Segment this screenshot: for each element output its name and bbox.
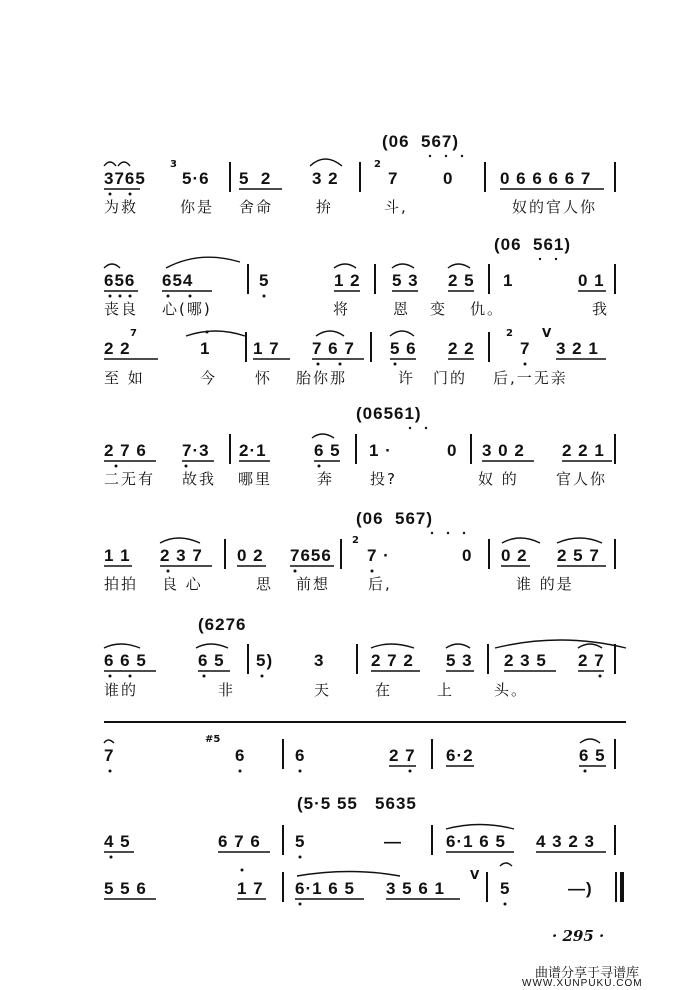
bar-line: [614, 162, 616, 192]
notes: 654: [162, 271, 194, 290]
watermark-text: 曲谱分享于寻谱库: [535, 966, 640, 981]
notes: 5 3: [446, 651, 473, 670]
bar-line: [247, 264, 249, 294]
notes: 1: [503, 271, 514, 290]
bar-line: [614, 264, 616, 294]
notes: 1 2: [334, 271, 361, 290]
notes: 4 3 2 3: [536, 832, 595, 851]
notes: 2 5: [448, 271, 475, 290]
lyric: 奴的官人你: [512, 198, 598, 216]
lyric: 你是: [180, 198, 215, 216]
notes: 0: [462, 546, 473, 565]
intro-phrase: (06 567): [356, 509, 434, 528]
bar-line: [340, 539, 342, 569]
notes: 0 1: [578, 271, 605, 290]
grace-note: #5: [205, 734, 221, 745]
notes: 2 2 1: [562, 441, 605, 460]
notes: 7: [520, 339, 531, 358]
notes: 2 7 6: [104, 441, 147, 460]
notes: 3 5 6 1: [386, 879, 445, 898]
notes: 3 0 2: [482, 441, 525, 460]
notes: 2 7: [578, 651, 605, 670]
notes: 0 2: [237, 546, 264, 565]
bar-line: [245, 332, 247, 362]
intro-phrase: (5·5 55 5635: [297, 794, 417, 813]
notes: 5 5 6: [104, 879, 147, 898]
breath-mark: V: [470, 868, 480, 882]
notes: 3765: [104, 169, 146, 188]
intro-phrase: (6276: [198, 615, 247, 634]
bar-line: [282, 872, 284, 902]
grace-note: 3: [170, 159, 177, 170]
bar-line: [431, 825, 433, 855]
lyric: 上: [437, 681, 455, 699]
lyric: 胎你那: [296, 369, 348, 387]
notes: 5 2: [239, 169, 272, 188]
bar-line: [488, 332, 490, 362]
bar-line: [614, 644, 616, 674]
notes: 4 5: [104, 832, 131, 851]
intro-phrase: (06 567): [382, 132, 460, 151]
lyric: 拍拍: [104, 575, 139, 593]
bar-line: [282, 825, 284, 855]
lyric: 心(哪): [162, 300, 212, 318]
lyric: 门的: [433, 369, 468, 387]
lyric: 在: [375, 681, 393, 699]
notes: 0 6 6 6 6 7: [500, 169, 592, 188]
notes: 5 3: [392, 271, 419, 290]
notes: 1 1: [104, 546, 131, 565]
bar-line: [484, 162, 486, 192]
lyric: 奔: [317, 470, 335, 488]
notes: 2 2: [104, 339, 131, 358]
lyric: 至 如: [104, 369, 145, 387]
notes: 5: [259, 271, 270, 290]
notes: 2 3 5: [504, 651, 547, 670]
watermark-url: WWW.XUNPUKU.COM: [522, 978, 643, 989]
notes: 7·3: [182, 441, 210, 460]
notes: 2 3 7: [160, 546, 203, 565]
lyric: 许: [398, 369, 416, 387]
notes: 2 7: [389, 746, 416, 765]
bar-line: [470, 434, 472, 464]
intro-phrase: (06 561): [494, 235, 572, 254]
lyric: 拚: [316, 198, 334, 216]
lyric: 良 心: [162, 575, 203, 593]
bar-line: [614, 739, 616, 769]
bar-line: [488, 264, 490, 294]
bar-line: [359, 162, 361, 192]
section-divider: [104, 721, 626, 723]
grace-note: 2: [506, 328, 513, 339]
notes: 5·6: [182, 169, 210, 188]
bar-line: [282, 739, 284, 769]
bar-line: [355, 434, 357, 464]
lyric: 投?: [370, 470, 397, 488]
notes: 6: [235, 746, 246, 765]
notes: 1 7: [237, 879, 264, 898]
lyric: 今: [200, 369, 218, 387]
notes: 7 6 7: [312, 339, 355, 358]
lyric: 斗,: [384, 198, 408, 216]
notes: 0 2: [501, 546, 528, 565]
notes: 6 5: [314, 441, 341, 460]
final-bar-thick: [620, 872, 624, 902]
lyric: 舍命: [239, 198, 274, 216]
notes: 2 2: [448, 339, 475, 358]
grace-note: 2: [374, 159, 381, 170]
notes: 6·1 6 5: [295, 879, 355, 898]
bar-line: [374, 264, 376, 294]
notes: 5: [295, 832, 306, 851]
lyric: 前想: [296, 575, 331, 593]
bar-line: [229, 434, 231, 464]
bar-line: [370, 332, 372, 362]
notes: 6 5: [198, 651, 225, 670]
lyric: 丧良: [104, 300, 139, 318]
notes: 0: [447, 441, 458, 460]
bar-line: [247, 644, 249, 674]
bar-line: [431, 739, 433, 769]
lyric: 怀: [255, 369, 273, 387]
notes: 7 ·: [367, 546, 390, 565]
notes: 1 ·: [369, 441, 392, 460]
lyric: 后,一无亲: [493, 369, 568, 387]
lyric: 将: [333, 300, 351, 318]
notes: 6·1 6 5: [446, 832, 506, 851]
notes: 656: [104, 271, 136, 290]
page-number: · 295 ·: [552, 927, 605, 945]
notes: 6 5: [579, 746, 606, 765]
notes: 2·1: [239, 441, 267, 460]
bar-line: [488, 539, 490, 569]
lyric: 谁的: [104, 681, 139, 699]
bar-line: [614, 539, 616, 569]
lyric: 思: [256, 575, 274, 593]
bar-line: [487, 644, 489, 674]
grace-note: 2: [352, 535, 359, 546]
grace-note: 7: [130, 328, 137, 339]
lyric: 天: [314, 681, 332, 699]
breath-mark: V: [542, 326, 552, 340]
lyric: 为救: [104, 198, 139, 216]
bar-line: [486, 872, 488, 902]
notes: 7656: [290, 546, 332, 565]
lyric: 谁 的是: [516, 575, 574, 593]
lyric: 我: [592, 300, 610, 318]
notes: 2 7 2: [371, 651, 414, 670]
notes: 6 6 5: [104, 651, 147, 670]
notes: 7: [388, 169, 399, 188]
notes: 3: [314, 651, 325, 670]
notes: 5: [500, 879, 511, 898]
bar-line: [356, 644, 358, 674]
bar-line: [614, 434, 616, 464]
lyric: 头。: [494, 681, 529, 699]
lyric: 故我: [182, 470, 217, 488]
lyric: 恩: [393, 300, 411, 318]
notes: 5 6: [390, 339, 417, 358]
intro-phrase: (06561): [356, 404, 422, 423]
bar-line: [614, 825, 616, 855]
notes: 5): [256, 651, 274, 670]
bar-line: [229, 162, 231, 192]
notes: 6: [295, 746, 306, 765]
notes: 3 2: [312, 169, 339, 188]
notes: 1: [200, 339, 211, 358]
lyric: 后,: [368, 575, 392, 593]
notes: 0: [443, 169, 454, 188]
lyric: 仇。: [470, 300, 505, 318]
lyric: 哪里: [238, 470, 273, 488]
bar-line: [224, 539, 226, 569]
lyric: 变: [430, 300, 448, 318]
notes: —): [568, 879, 593, 898]
notes: 2 5 7: [557, 546, 600, 565]
notes: 7: [104, 746, 115, 765]
notes: 6 7 6: [218, 832, 261, 851]
lyric: 官人你: [556, 470, 608, 488]
lyric: 奴 的: [478, 470, 519, 488]
final-bar-thin: [615, 872, 617, 902]
notes: —: [384, 832, 402, 851]
notes: 1 7: [253, 339, 280, 358]
lyric: 二无有: [104, 470, 156, 488]
notes: 3 2 1: [556, 339, 599, 358]
lyric: 非: [218, 681, 236, 699]
notes: 6·2: [446, 746, 474, 765]
